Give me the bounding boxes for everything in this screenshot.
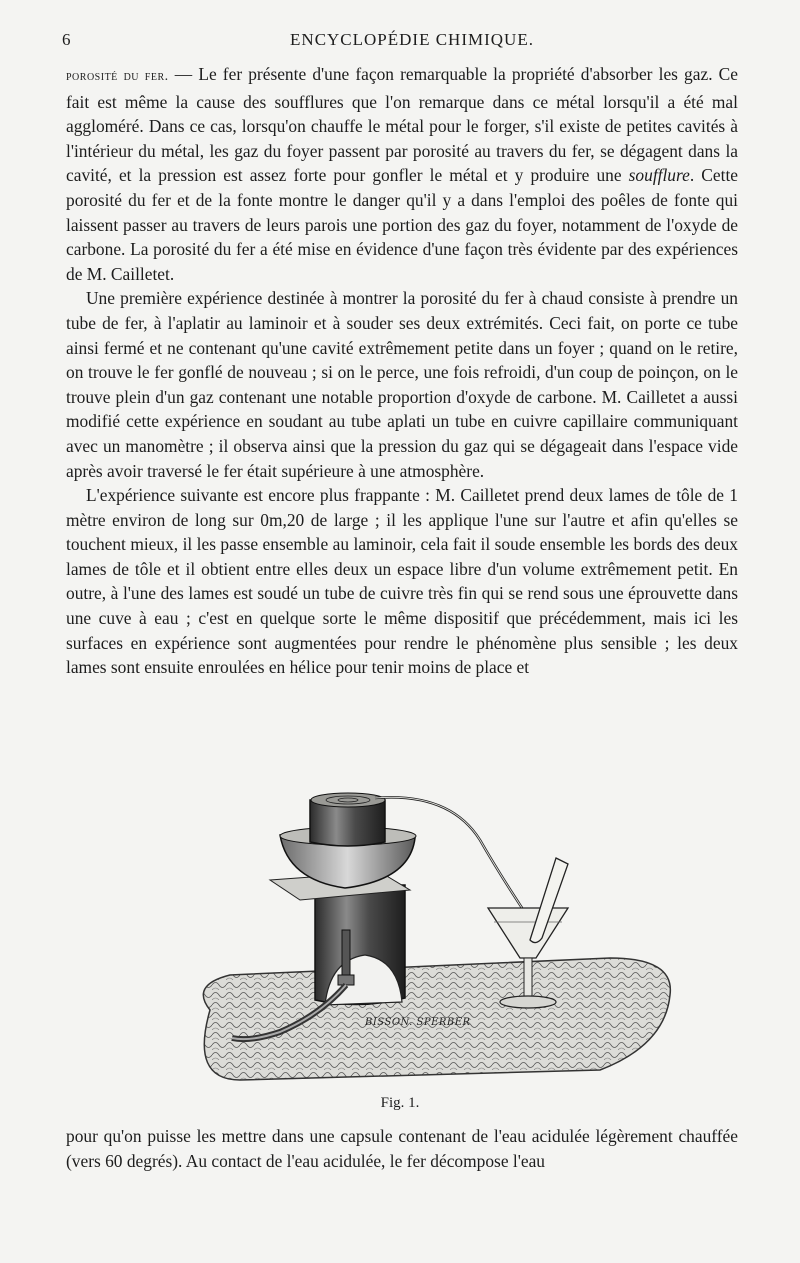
paragraph-2: Une première expérience destinée à montrer la porosité du fer à chaud consiste à prendre un tube de fer, à l'aplatir au laminoir et à souder ses deux extrémités. Ceci fait, on porte ce tube ainsi fermé et ne contenant qu'une cavité extrêmement petite dans un foyer ; quand on le retire, on trouve le fer gonflé de nouveau ; si on le perce, une fois refroidi, d'un coup de poinçon, on le trouve plein d'un gaz contenant une notable proportion d'oxyde de carbone. M. Cailletet a aussi modifié cette expérience en soudant au tube aplati un tube en cuivre capillaire communiquant avec un manomètre ; il observa ainsi que la pression du gaz qui se dégageait dans l'espace vide après avoir traversé le fer était supérieure à une atmosphère.: [66, 288, 738, 481]
page-number: 6: [62, 30, 71, 49]
paragraph-4: pour qu'on puisse les mettre dans une capsule contenant de l'eau acidulée légèrement chauffée (vers 60 degrés). Au contact de l'eau acidulée, le fer décompose l'eau: [66, 1126, 738, 1171]
paragraph-3: L'expérience suivante est encore plus frappante : M. Cailletet prend deux lames de tôle de 1 mètre environ de long sur 0m,20 de large ; il les applique l'une sur l'autre et afin qu'elles se touchent mieux, il les passe ensemble au laminoir, cela fait il soude ensemble les bords des deux lames de tôle et il obtient entre elles deux un espace libre d'un volume extrêmement petit. En outre, à l'une des lames est soudé un tube de cuivre très fin qui se rend sous une éprouvette dans une cuve à eau ; c'est en quelque sorte le même dispositif que précédemment, mais ici les surfaces en expérience sont augmentées pour rendre le phénomène plus sensible ; les deux lames sont ensuite enroulées en hélice pour tenir moins de place et: [66, 485, 738, 678]
continuation-text: [66, 1124, 738, 1173]
running-title: ENCYCLOPÉDIE CHIMIQUE.: [290, 30, 534, 49]
figure-illustration: [170, 780, 680, 1090]
paragraph-1: [66, 62, 738, 286]
figure-caption: Fig. 1.: [380, 1095, 420, 1111]
paragraph-1-text-b: . Cette porosité du fer et de la fonte montre le danger qu'il y a dans l'emploi des poêles de fonte qui laissent passer au travers de leurs parois une portion des gaz du foyer, notamment de l'oxyde de carbone. La porosité du fer a été mise en évidence d'une façon très évidente par des expériences de M. Cailletet.: [66, 165, 738, 284]
heading-dash: —: [168, 64, 199, 84]
main-text: [66, 62, 738, 680]
paragraph-1-emphasis: soufflure: [628, 165, 690, 186]
paragraph-1-text-a: Le fer présente d'une façon remarquable la propriété d'absorber les gaz. Ce fait est même la cause des soufflures que l'on remarque dans ce métal lorsqu'il a été mal aggloméré. Dans ce cas, lorsqu'on chauffe le métal pour le forger, s'il existe de petites cavités à l'intérieur du métal, les gaz du foyer passent par porosité au travers du fer, se dégagent dans la cavité, et la pression est assez forte pour gonfler le métal et y produire une: [66, 64, 738, 186]
section-heading: porosité du fer.: [66, 69, 169, 84]
page-header: [62, 30, 762, 54]
engraver-signature: BISSON. SPERBER: [365, 1017, 471, 1028]
